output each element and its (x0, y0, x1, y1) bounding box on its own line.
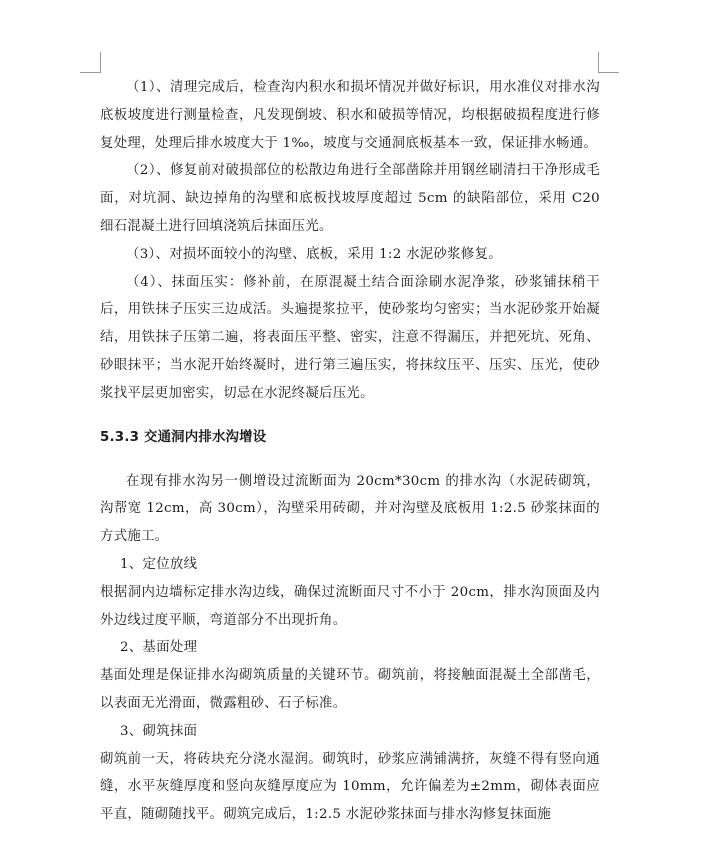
page-corner-mark-top-left (80, 52, 101, 73)
spacer (100, 448, 600, 468)
item-title-base-treatment: 2、基面处理 (120, 640, 198, 656)
page-corner-mark-top-right (598, 52, 619, 73)
section-heading: 5.3.3 交通洞内排水沟增设 (100, 429, 267, 445)
item-title-layout: 1、定位放线 (120, 556, 198, 572)
paragraph-plastering-compaction: （4）、抹面压实：修补前，在原混凝土结合面涂刷水泥净浆，砂浆铺抹稍干后，用铁抹子压实三边成活。头遍提浆拉平，使砂浆均匀密实；当水泥砂浆开始凝结，用铁抹子压第二遍，将表面压平整、密实，注意不得漏压，并把死坑、死角、砂眼抹平；当水泥开始终凝时，进行第三遍压实，将抹纹压平、压实、压光，使砂浆找平层更加密实，切忌在水泥终凝后压光。 (100, 274, 600, 401)
document-body[interactable] (100, 74, 600, 829)
paragraph-cleanup-inspection: （1）、清理完成后，检查沟内积水和损坏情况并做好标识，用水准仪对排水沟底板坡度进行测量检查，凡发现倒坡、积水和破损等情况，均根据破损程度进行修复处理，处理后排水坡度大于 1‰，坡度与交通洞底板基本一致，保证排水畅通。 (100, 80, 600, 151)
item-body-base-treatment: 基面处理是保证排水沟砌筑质量的关键环节。砌筑前，将接触面混凝土全部凿毛，以表面无光滑面，微露粗砂、石子标准。 (100, 668, 600, 711)
paragraph-repair-preparation: （2）、修复前对破损部位的松散边角进行全部凿除并用钢丝刷清扫干净形成毛面，对坑洞、缺边掉角的沟壁和底板找坡厚度超过 5cm 的缺陷部位，采用 C20 细石混凝土进行回填浇筑后抹面压光。 (100, 163, 600, 234)
spacer (100, 408, 600, 428)
item-title-masonry-plastering: 3、砌筑抹面 (120, 723, 198, 739)
paragraph-small-damage-repair: （3）、对损坏面较小的沟壁、底板，采用 1:2 水泥砂浆修复。 (126, 246, 502, 262)
item-body-layout: 根据洞内边墙标定排水沟边线，确保过流断面尺寸不小于 20cm，排水沟顶面及内外边线过度平顺，弯道部分不出现折角。 (100, 584, 600, 628)
item-body-masonry-plastering: 砌筑前一天，将砖块充分浇水湿润。砌筑时，砂浆应满铺满挤，灰缝不得有竖向通缝，水平灰缝厚度和竖向灰缝厚度应为 10mm，允许偏差为±2mm，砌体表面应平直，随砌随找平。砌筑完成后，1:2.5 水泥砂浆抹面与排水沟修复抹面施 (100, 751, 600, 823)
paragraph-section-intro: 在现有排水沟另一侧增设过流断面为 20cm*30cm 的排水沟（水泥砖砌筑，沟帮宽 12cm，高 30cm），沟壁采用砖砌，并对沟壁及底板用 1:2.5 砂浆抹面的方式施工。 (100, 473, 600, 545)
